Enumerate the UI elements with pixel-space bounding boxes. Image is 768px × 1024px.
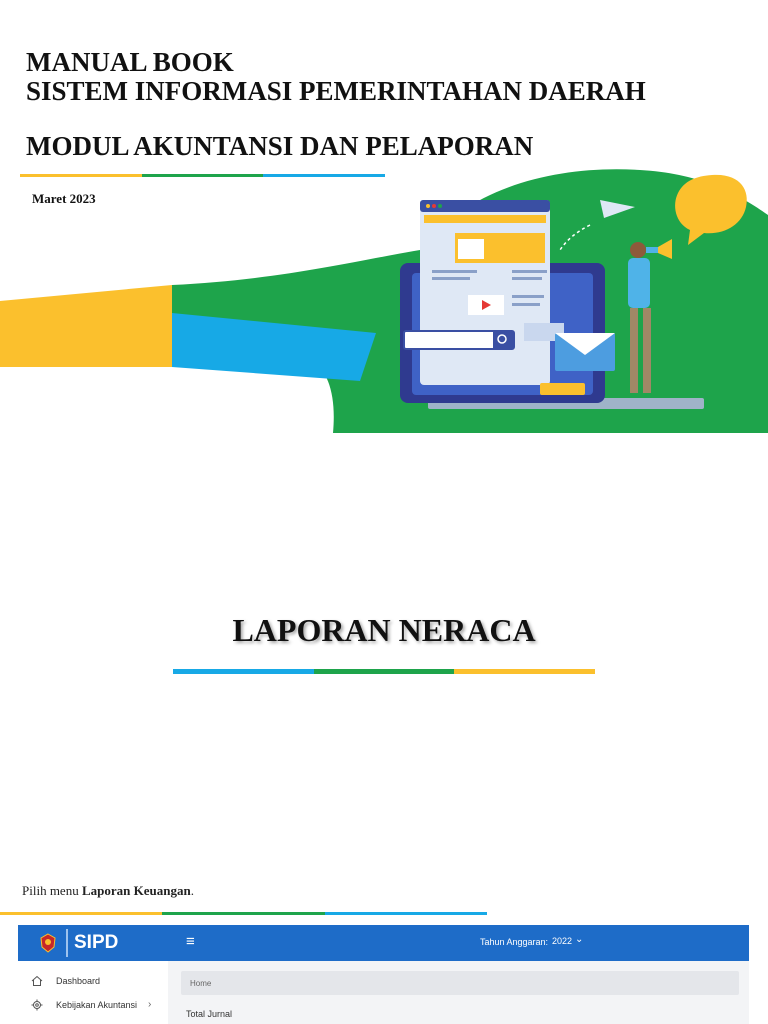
breadcrumb xyxy=(181,971,739,995)
cover-illustration xyxy=(0,155,768,435)
garuda-logo-icon xyxy=(40,933,56,953)
instruction-prefix: Pilih menu xyxy=(22,883,82,898)
instruction-menu-name: Laporan Keuangan xyxy=(81,883,191,898)
section-divider xyxy=(173,669,595,674)
sidebar-item-label: Kebijakan Akuntansi xyxy=(56,1000,138,1010)
content-heading: Total Jurnal xyxy=(186,1009,233,1019)
sipd-screenshot xyxy=(18,925,749,1024)
chevron-right-icon: › xyxy=(148,999,152,1010)
module-title: MODUL AKUNTANSI DAN PELAPORAN xyxy=(26,131,534,161)
sidebar-item-dashboard[interactable] xyxy=(18,971,168,993)
year-label: Tahun Anggaran: xyxy=(480,937,549,947)
sidebar xyxy=(18,961,168,1024)
cover-title xyxy=(26,48,646,106)
instruction-divider xyxy=(0,912,487,915)
app-name[interactable]: SIPD xyxy=(74,932,119,953)
home-icon xyxy=(31,975,43,987)
sipd-header xyxy=(18,925,749,961)
cover-title-line2: SISTEM INFORMASI PEMERINTAHAN DAERAH xyxy=(26,76,646,106)
publication-date: Maret 2023 xyxy=(32,191,96,206)
year-select[interactable]: 2022 xyxy=(552,936,573,946)
cover-title-line1: MANUAL BOOK xyxy=(26,47,234,77)
instruction-text xyxy=(22,883,194,899)
sidebar-item-kebijakan-akuntansi[interactable] xyxy=(18,995,168,1017)
instruction-suffix: . xyxy=(190,883,194,898)
breadcrumb-home[interactable]: Home xyxy=(190,979,212,988)
header-divider xyxy=(66,929,68,957)
sidebar-item-label: Dashboard xyxy=(56,976,101,986)
section-title: LAPORAN NERACA xyxy=(232,612,536,648)
gear-icon xyxy=(31,999,43,1011)
chevron-down-icon[interactable]: ⌄ xyxy=(575,934,584,945)
hamburger-menu-icon[interactable]: ≡ xyxy=(186,933,195,950)
